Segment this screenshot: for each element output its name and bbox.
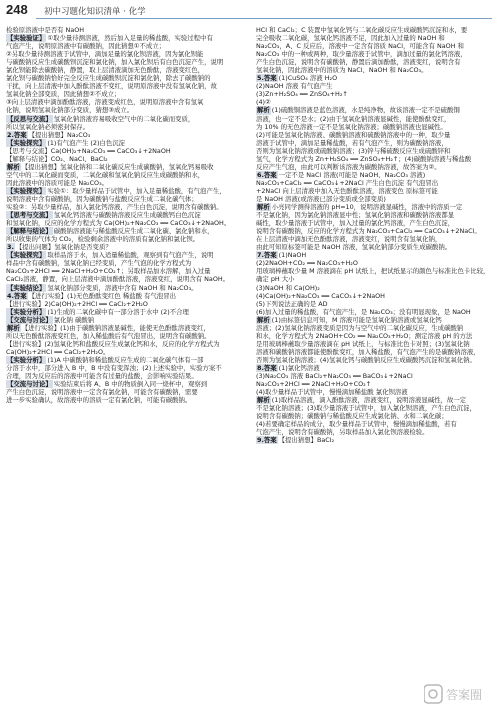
- line-text: Na₂CO₃+2HCl ══ 2NaCl+H₂O+CO₂↑: [256, 380, 372, 389]
- left-column: [6, 26, 242, 702]
- line-text: 实验结束后将 A、B 中的物质倒入同一烧杯中，观察到: [53, 380, 208, 389]
- line-text: 说明含有碳酸钠，反应的化学方程式为 Na₂CO₃+CaCl₂ ══ CaCO₃↓+2NaCl。: [256, 227, 481, 236]
- right-column: [256, 26, 492, 702]
- text-line: [256, 348, 492, 356]
- text-line: [256, 388, 492, 396]
- line-text: (1)A 中碳酸钠和稀盐酸反应生成的二氧化碳气体有一部: [47, 355, 204, 364]
- line-text: 是 NaOH 溶液(或溶液已部分变质或全部变质): [256, 194, 386, 203]
- line-text: Na₂CO₃+2HCl ══ 2NaCl+H₂O+CO₂↑；另取样品加水溶解，加入过量: [6, 267, 211, 276]
- text-line: [256, 308, 492, 316]
- line-text: 气泡产生，说明含有碳酸钠，另取样品加入氯化钡溶液检验。: [256, 428, 429, 437]
- section-tag: 4.答案: [7, 291, 27, 300]
- text-line: [6, 195, 242, 203]
- line-text: 检验原溶液中是否有 NaOH: [6, 26, 85, 34]
- section-tag: 【解释与结论】: [7, 227, 52, 236]
- text-line: [6, 26, 242, 34]
- line-text: 溶液和碳酸钠溶液都能使酚酞变红，加入稀盐酸，有气泡产生的是碳酸钠溶液，: [256, 347, 480, 356]
- section-tag: 9.答案: [257, 436, 277, 445]
- text-line: [6, 259, 242, 267]
- line-text: 与碳酸钠反应生成碳酸钡沉淀和氯化钠，加入氯化钡后有白色沉淀产生，说明: [6, 58, 224, 67]
- text-line: [256, 147, 492, 155]
- line-text: 说明含有碳酸钠；碳酸钠与稀盐酸反应生成氯化钠、水和二氧化碳；: [256, 412, 448, 421]
- line-text: 干扰，向上层清液中加入酚酞溶液不变红，说明原溶液中没有氢氧化钠，故: [6, 82, 217, 91]
- text-line: [256, 380, 492, 388]
- line-text: (5)下列说法正确的是 AD: [256, 299, 328, 308]
- line-text: 是用玻璃棒蘸取少量溶液滴在 pH 试纸上，与标准比色卡对照；(3)氢氧化钠: [256, 339, 470, 348]
- text-line: [6, 243, 242, 251]
- text-line: [256, 58, 492, 66]
- line-text: 在上层清液中滴加无色酚酞溶液，溶液变红，说明含有氢氧化钠，: [256, 235, 442, 244]
- section-tag: 【实验探究】: [7, 186, 46, 195]
- line-text: (1)有气泡产生 (2)白色沉淀: [47, 138, 125, 147]
- text-line: [256, 316, 492, 324]
- line-text: (3)NaOH 和 Ca(OH)₂: [256, 283, 320, 292]
- line-text: 和氢氧化钠，反应的化学方程式为 Ca(OH)₂+Na₂CO₃ ══ CaCO₃↓+2NaOH。: [6, 219, 231, 228]
- section-tag: 【交流与讨论】: [7, 380, 52, 389]
- line-text: ①取少量待测溶液，然后加入足量的稀盐酸，实验过程中有: [47, 34, 213, 43]
- text-line: [6, 227, 242, 235]
- line-text: (1)NaOH: [278, 251, 307, 260]
- text-line: [256, 74, 492, 82]
- text-line: [256, 372, 492, 380]
- line-text: 进一步实验确认，故溶液中的溶质一定有氯化钠，可能有碳酸钠。: [6, 396, 192, 405]
- text-line: [256, 66, 492, 74]
- line-text: 【进行实验】2)Ca(OH)₂+2HCl ══ CaCl₂+2H₂O: [6, 299, 148, 308]
- section-tag: 【实验探究】: [7, 138, 46, 147]
- text-line: [6, 82, 242, 90]
- section-tag: 解析: [257, 106, 270, 115]
- text-line: [256, 115, 492, 123]
- line-text: 取样品溶于水，加入适量稀盐酸，观察到有气泡产生，说明: [47, 251, 214, 260]
- line-text: 溶液；(2)氢氧化钠溶液变质是因为与空气中的二氧化碳反应，生成碳酸钠: [256, 323, 464, 332]
- line-text: 【提出猜想】Na₂CO₃: [28, 130, 91, 139]
- line-text: (4)若要确定样品的成分，取少量样品于试管中，慢慢滴加稀盐酸，若有: [256, 420, 457, 429]
- section-tag: 【思考与交流】: [7, 211, 52, 220]
- text-line: [6, 332, 242, 340]
- line-text: Na₂CO₃，A、C 反应后，溶液中一定含有溶质 NaCl，可能含有 NaOH 和: [256, 42, 464, 51]
- text-line: [6, 364, 242, 372]
- line-text: 气泡产生，说明原溶液中有碳酸钠，因此猜想①不成立；: [6, 42, 166, 51]
- line-text: 【思考与交流】Ca(OH)₂+Na₂CO₃ ══ CaCO₃↓+2NaOH: [6, 146, 171, 155]
- line-text: 所以无色酚酞溶液变红色，加入稀盐酸后有气泡冒出，说明含有碳酸钠。: [6, 331, 211, 340]
- text-line: [6, 179, 242, 187]
- line-text: 产生白色沉淀，说明溶液中一定含有氯化钠，可能含有碳酸钠，需要: [6, 388, 198, 397]
- section-tag: 3.: [7, 243, 14, 252]
- section-tag: 解析: [257, 315, 270, 324]
- text-line: [6, 147, 242, 155]
- line-text: 【提出猜想】BaCl₂: [278, 436, 335, 445]
- text-line: [6, 50, 242, 58]
- text-line: [6, 58, 242, 66]
- text-line: [6, 380, 242, 388]
- line-text: 溶液于试管中，滴加足量稀盐酸，若有气泡产生，则为碳酸钠溶液，: [256, 138, 448, 147]
- text-line: [256, 267, 492, 275]
- text-line: [6, 267, 242, 275]
- section-tag: 【实验分析】: [7, 307, 46, 316]
- line-text: 溶液，也一定不是水；(2)由于氢氧化钠溶液显碱性，能使酚酞变红，: [256, 114, 451, 123]
- text-line: [256, 123, 492, 131]
- page-header: [0, 0, 500, 22]
- text-line: [6, 34, 242, 42]
- text-line: [256, 292, 492, 300]
- text-line: [6, 340, 242, 348]
- text-line: [256, 243, 492, 251]
- line-text: 氢氧化钙溶液与碳酸钠溶液反应生成碳酸钙白色沉淀: [53, 211, 201, 220]
- line-text: ②另取少量待测溶液于试管中，滴加足量的氯化钡溶液，因为氯化钡能: [6, 50, 204, 59]
- line-text: 氯化钡与碳酸钠恰好完全反应生成碳酸钡沉淀和氯化钠，除去了碳酸钠的: [6, 74, 211, 83]
- line-text: 空气中的二氧化碳而变质，二氧化碳和氢氧化钠反应生成碳酸钠和水，: [6, 170, 205, 179]
- text-line: [256, 163, 492, 171]
- text-line: [6, 292, 242, 300]
- text-line: [6, 308, 242, 316]
- text-line: [256, 82, 492, 90]
- line-text: 反应产生气泡，由此可以判断该溶液为碳酸钠溶液，故答案为②。: [256, 162, 441, 171]
- text-line: [256, 155, 492, 163]
- line-text: ③向上层清液中滴加酚酞溶液，溶液变成红色，说明原溶液中含有氢氧: [6, 98, 204, 107]
- text-line: [6, 372, 242, 380]
- text-line: [256, 356, 492, 364]
- line-text: (3)Na₂CO₃ 溶液 BaCl₂+Na₂CO₃ ══ BaCO₃↓+2NaCl: [256, 372, 413, 381]
- line-text: 小亮同学测得溶液的 pH=10，说明溶液显碱性，溶液中的溶质一定: [271, 203, 463, 212]
- page-number: 248: [6, 2, 28, 17]
- section-tag: 解析: [7, 323, 20, 332]
- section-tag: 2.答案: [7, 130, 27, 139]
- line-text: 由此可知原标签可能是 NaOH 溶液，氢氧化钠部分变质生成碳酸钠。: [256, 243, 452, 252]
- text-line: [256, 428, 492, 436]
- line-text: 化钠，说明氢氧化钠部分变质，猜想③成立。: [6, 106, 134, 115]
- text-line: [256, 195, 492, 203]
- line-text: (2)NaOH 溶液 有气泡产生: [256, 82, 333, 91]
- line-text: 确定 pH 大小: [256, 275, 295, 284]
- text-line: [256, 139, 492, 147]
- section-tag: 解析: [7, 162, 20, 171]
- text-line: [6, 171, 242, 179]
- section-tag: 5.答案: [257, 74, 277, 83]
- text-line: [6, 396, 242, 404]
- line-text: 样品中含有碳酸钠，氢氧化钠已经变质，产生气泡的化学方程式为: [6, 259, 192, 268]
- section-tag: 【实验结论】: [7, 283, 46, 292]
- line-text: (1)CuSO₄ 溶液 H₂O: [278, 74, 338, 83]
- line-text: (6)加入过量的稀盐酸，有气泡产生，是 Na₂CO₃；没有明显现象，是 NaOH: [256, 307, 471, 316]
- text-line: [256, 187, 492, 195]
- text-line: [6, 66, 242, 74]
- text-line: [6, 131, 242, 139]
- line-text: (3)Zn+H₂SO₄ ══ ZnSO₄+H₂↑: [256, 90, 348, 99]
- text-line: [6, 316, 242, 324]
- section-tag: 【实验探究】: [7, 251, 46, 260]
- text-line: [256, 340, 492, 348]
- line-text: (1)取样品溶液，滴入酚酞溶液，溶液变红，说明溶液显碱性，故一定: [271, 396, 467, 405]
- text-line: [6, 106, 242, 114]
- section-tag: 解析: [257, 203, 270, 212]
- text-line: [256, 26, 492, 34]
- text-line: [6, 90, 242, 98]
- section-tag: 【交流与讨论】: [7, 315, 52, 324]
- text-line: [6, 251, 242, 259]
- text-line: [6, 187, 242, 195]
- section-tag: 【实验验证】: [7, 34, 46, 43]
- text-line: [256, 259, 492, 267]
- line-text: 为 10% 的无色溶液一定不是氢氧化钠溶液；碳酸钠溶液也显碱性。: [256, 122, 447, 131]
- text-line: [6, 42, 242, 50]
- line-text: 否则为氢氧化钠溶液或硫酸钠溶液；(3)锌与稀硫酸反应生成硫酸锌和: [256, 146, 451, 155]
- text-line: [256, 324, 492, 332]
- section-tag: 解析: [257, 396, 270, 405]
- line-text: 实验②：另取少量样品，加入氯化钙溶液，产生白色沉淀，说明含有碳酸钠。: [6, 203, 223, 212]
- text-line: [6, 348, 242, 356]
- text-line: [256, 219, 492, 227]
- text-line: [256, 300, 492, 308]
- line-text: (1)硫酸铜溶液是蓝色溶液，水是纯净物，故该溶液一定不是硫酸铜: [271, 106, 460, 115]
- text-line: [256, 179, 492, 187]
- line-text: (1)生成的二氧化碳中有一部分溶于水中 (2)不合理: [47, 307, 189, 316]
- text-line: [6, 284, 242, 292]
- line-text: 因此溶液中的溶质可能是 Na₂CO₃。: [6, 178, 109, 187]
- text-line: [6, 388, 242, 396]
- text-line: [256, 90, 492, 98]
- text-line: [6, 275, 242, 283]
- line-text: 【提出猜想】氢氧化钠和二氧化碳反应生成碳酸钠，氢氧化钙易吸收: [21, 162, 214, 171]
- line-text: 不是氯化钠溶液；(3)取少量溶液于试管中，加入氯化钡溶液，产生白色沉淀，: [256, 404, 476, 413]
- line-text: 完全吸收二氧化碳，氢氧化钙溶液不足，因此加入过量的 NaOH 和: [256, 34, 445, 43]
- text-line: [256, 275, 492, 283]
- text-line: [6, 155, 242, 163]
- line-text: (4)Ca(OH)₂+Na₂CO₃ ══ CaCO₃↓+2NaOH: [256, 291, 385, 300]
- line-text: 碱性，取少量溶液于试管中，加入过量的氯化钙溶液，产生白色沉淀，: [256, 219, 455, 228]
- line-text: 不是氯化钠，因为氯化钠溶液显中性；氢氧化钠溶液和碳酸钠溶液都显: [256, 211, 455, 220]
- text-line: [6, 123, 242, 131]
- text-line: [256, 171, 492, 179]
- text-line: [256, 284, 492, 292]
- line-text: HCl 和 CaCl₂；C 装置中氢氧化钙与二氧化碳反应生成碳酸钙沉淀和水，要: [256, 26, 468, 34]
- text-line: [256, 235, 492, 243]
- line-text: 产生白色沉淀，说明含有碳酸钠，静置后滴加酚酞，溶液变红，说明含有: [256, 58, 461, 67]
- line-text: Na₂CO₃ 中的一种或两种，取少量溶液于试管中，滴加过量的氯化钙溶液，: [256, 50, 467, 59]
- section-tag: 6.答案: [257, 170, 277, 179]
- line-text: (4)取少量样品于试管中，慢慢滴加稀盐酸 氯化钡溶液: [256, 388, 408, 397]
- watermark-text: 答案圈: [446, 688, 483, 702]
- line-text: 【进行实验】(1)无色酚酞变红色 稀盐酸 有气泡冒出: [28, 291, 176, 300]
- text-line: [6, 219, 242, 227]
- text-line: [6, 324, 242, 332]
- line-text: 氢氧化钠全部变质，因此猜想②不成立；: [6, 90, 121, 99]
- line-text: 碳酸钠溶液能与稀盐酸反应生成二氧化碳、氯化钠和水，: [53, 227, 214, 236]
- section-tag: 【实验分析】: [7, 355, 46, 364]
- text-line: [256, 98, 492, 106]
- line-text: 分溶于水中，部分进入 B 中，B 中没有变浑浊；(2)上述实验中，实验方案不: [6, 363, 222, 372]
- section-tag: 7.答案: [257, 251, 277, 260]
- line-text: Na₂CO₃+CaCl₂ ══ CaCO₃↓+2NaCl 产生白色沉淀 有气泡冒出: [256, 178, 439, 187]
- line-text: 用玻璃棒蘸取少量 M 溶液滴在 pH 试纸上，把试纸显示的颜色与标准比色卡比较，: [256, 267, 490, 276]
- text-line: [256, 332, 492, 340]
- text-line: [6, 115, 242, 123]
- text-line: [6, 163, 242, 171]
- text-line: [256, 404, 492, 412]
- line-text: +2NaCl 向上层清液中加入无色酚酞溶液，溶液变色 原标签可能: [256, 186, 438, 195]
- watermark-logo: [424, 684, 494, 704]
- line-text: 和水，化学方程式为 2NaOH+CO₂ ══ Na₂CO₃+H₂O；测定溶液 pH 的方法: [256, 331, 473, 340]
- text-line: [256, 396, 492, 404]
- line-text: 氢氧化钠部分变质，溶液中含有 NaOH 和 Na₂CO₃。: [47, 283, 198, 292]
- line-text: 所以收集的气体为 CO₂，检验剩余溶液中的溶质有氯化钠和氯化钡。: [6, 235, 200, 244]
- text-line: [256, 203, 492, 211]
- line-text: (1)由标签信息可知，M 溶液可能是氢氧化钠溶液或氢氧化钙: [271, 315, 442, 324]
- book-title: 初中习题化知识清单 · 化学: [44, 7, 146, 17]
- text-line: [6, 139, 242, 147]
- line-text: 实验①：取少量样品于试管中，加入足量稀盐酸，有气泡产生，: [47, 186, 226, 195]
- text-line: [6, 235, 242, 243]
- line-text: 【解释与结论】CO₂、NaCl、BaCl₂: [6, 154, 108, 163]
- text-line: [256, 227, 492, 235]
- line-text: 氢气，化学方程式为 Zn+H₂SO₄ ══ ZnSO₄+H₂↑；(4)碳酸钠溶液与稀盐酸: [256, 154, 472, 163]
- line-text: 氢氧化钠，因此溶液中的溶质为 NaCl、NaOH 和 Na₂CO₃。: [256, 66, 428, 75]
- line-text: 一定不是 NaCl 溶液(可能是 NaOH、Na₂CO₃ 溶液): [278, 170, 426, 179]
- line-text: CaCl₂溶液，静置，向上层清液中滴加酚酞溶液，溶液变红，说明含有 NaOH。: [6, 275, 230, 284]
- text-line: [6, 300, 242, 308]
- line-text: Ca(OH)₂+2HCl ══ CaCl₂+2H₂O。: [6, 347, 110, 356]
- line-text: (2)可能是氢氧化钠溶液、碳酸钠溶液和硫酸钠溶液中的一种，取少量: [256, 130, 451, 139]
- section-tag: 【反思与交流】: [7, 114, 52, 123]
- text-line: [6, 74, 242, 82]
- line-text: 【进行实验】(1)由于碳酸钠溶液显碱性，能使无色酚酞溶液变红，: [21, 323, 210, 332]
- line-text: (2)2NaOH+CO₂ ══ Na₂CO₃+H₂O: [256, 259, 358, 268]
- text-line: [256, 211, 492, 219]
- text-line: [256, 50, 492, 58]
- text-line: [6, 98, 242, 106]
- text-line: [256, 412, 492, 420]
- text-line: [256, 364, 492, 372]
- line-text: 氢氧化钠溶液容易吸收空气中的二氧化碳而变质，: [53, 114, 195, 123]
- text-line: [6, 211, 242, 219]
- header-rule: [36, 18, 492, 19]
- text-line: [256, 106, 492, 114]
- line-text: (4)②: [256, 98, 271, 107]
- line-text: (1)氯化钙溶液: [278, 363, 320, 372]
- text-line: [6, 203, 242, 211]
- text-line: [256, 34, 492, 42]
- text-line: [256, 436, 492, 444]
- text-line: [256, 42, 492, 50]
- section-tag: 8.答案: [257, 363, 277, 372]
- text-line: [256, 131, 492, 139]
- line-text: 氯化钡能除去碳酸钠，静置，取上层清液滴加无色酚酞，溶液变红色，: [6, 66, 205, 75]
- line-text: 氯化钠 碳酸钠: [53, 315, 95, 324]
- text-line: [256, 420, 492, 428]
- line-text: 合理，因为反应后的溶液中可能含有过量的盐酸，会影响实验结果。: [6, 372, 198, 381]
- line-text: 【进行实验】(2)氢氧化钙和盐酸反应生成氯化钙和水，反应的化学方程式为: [6, 339, 220, 348]
- line-text: 所以氢氧化钠必须密封保存。: [6, 122, 90, 131]
- line-text: 【提出问题】氢氧化钠是否变质？: [15, 243, 112, 252]
- line-text: 否则为氢氧化钠溶液；(4)氢氧化钙与碳酸钠反应生成碳酸钙沉淀和氢氧化钠。: [256, 355, 476, 364]
- text-line: [6, 356, 242, 364]
- line-text: 说明溶液中含有碳酸钠，因为碳酸钠与盐酸反应生成二氧化碳气体；: [6, 194, 198, 203]
- text-line: [256, 251, 492, 259]
